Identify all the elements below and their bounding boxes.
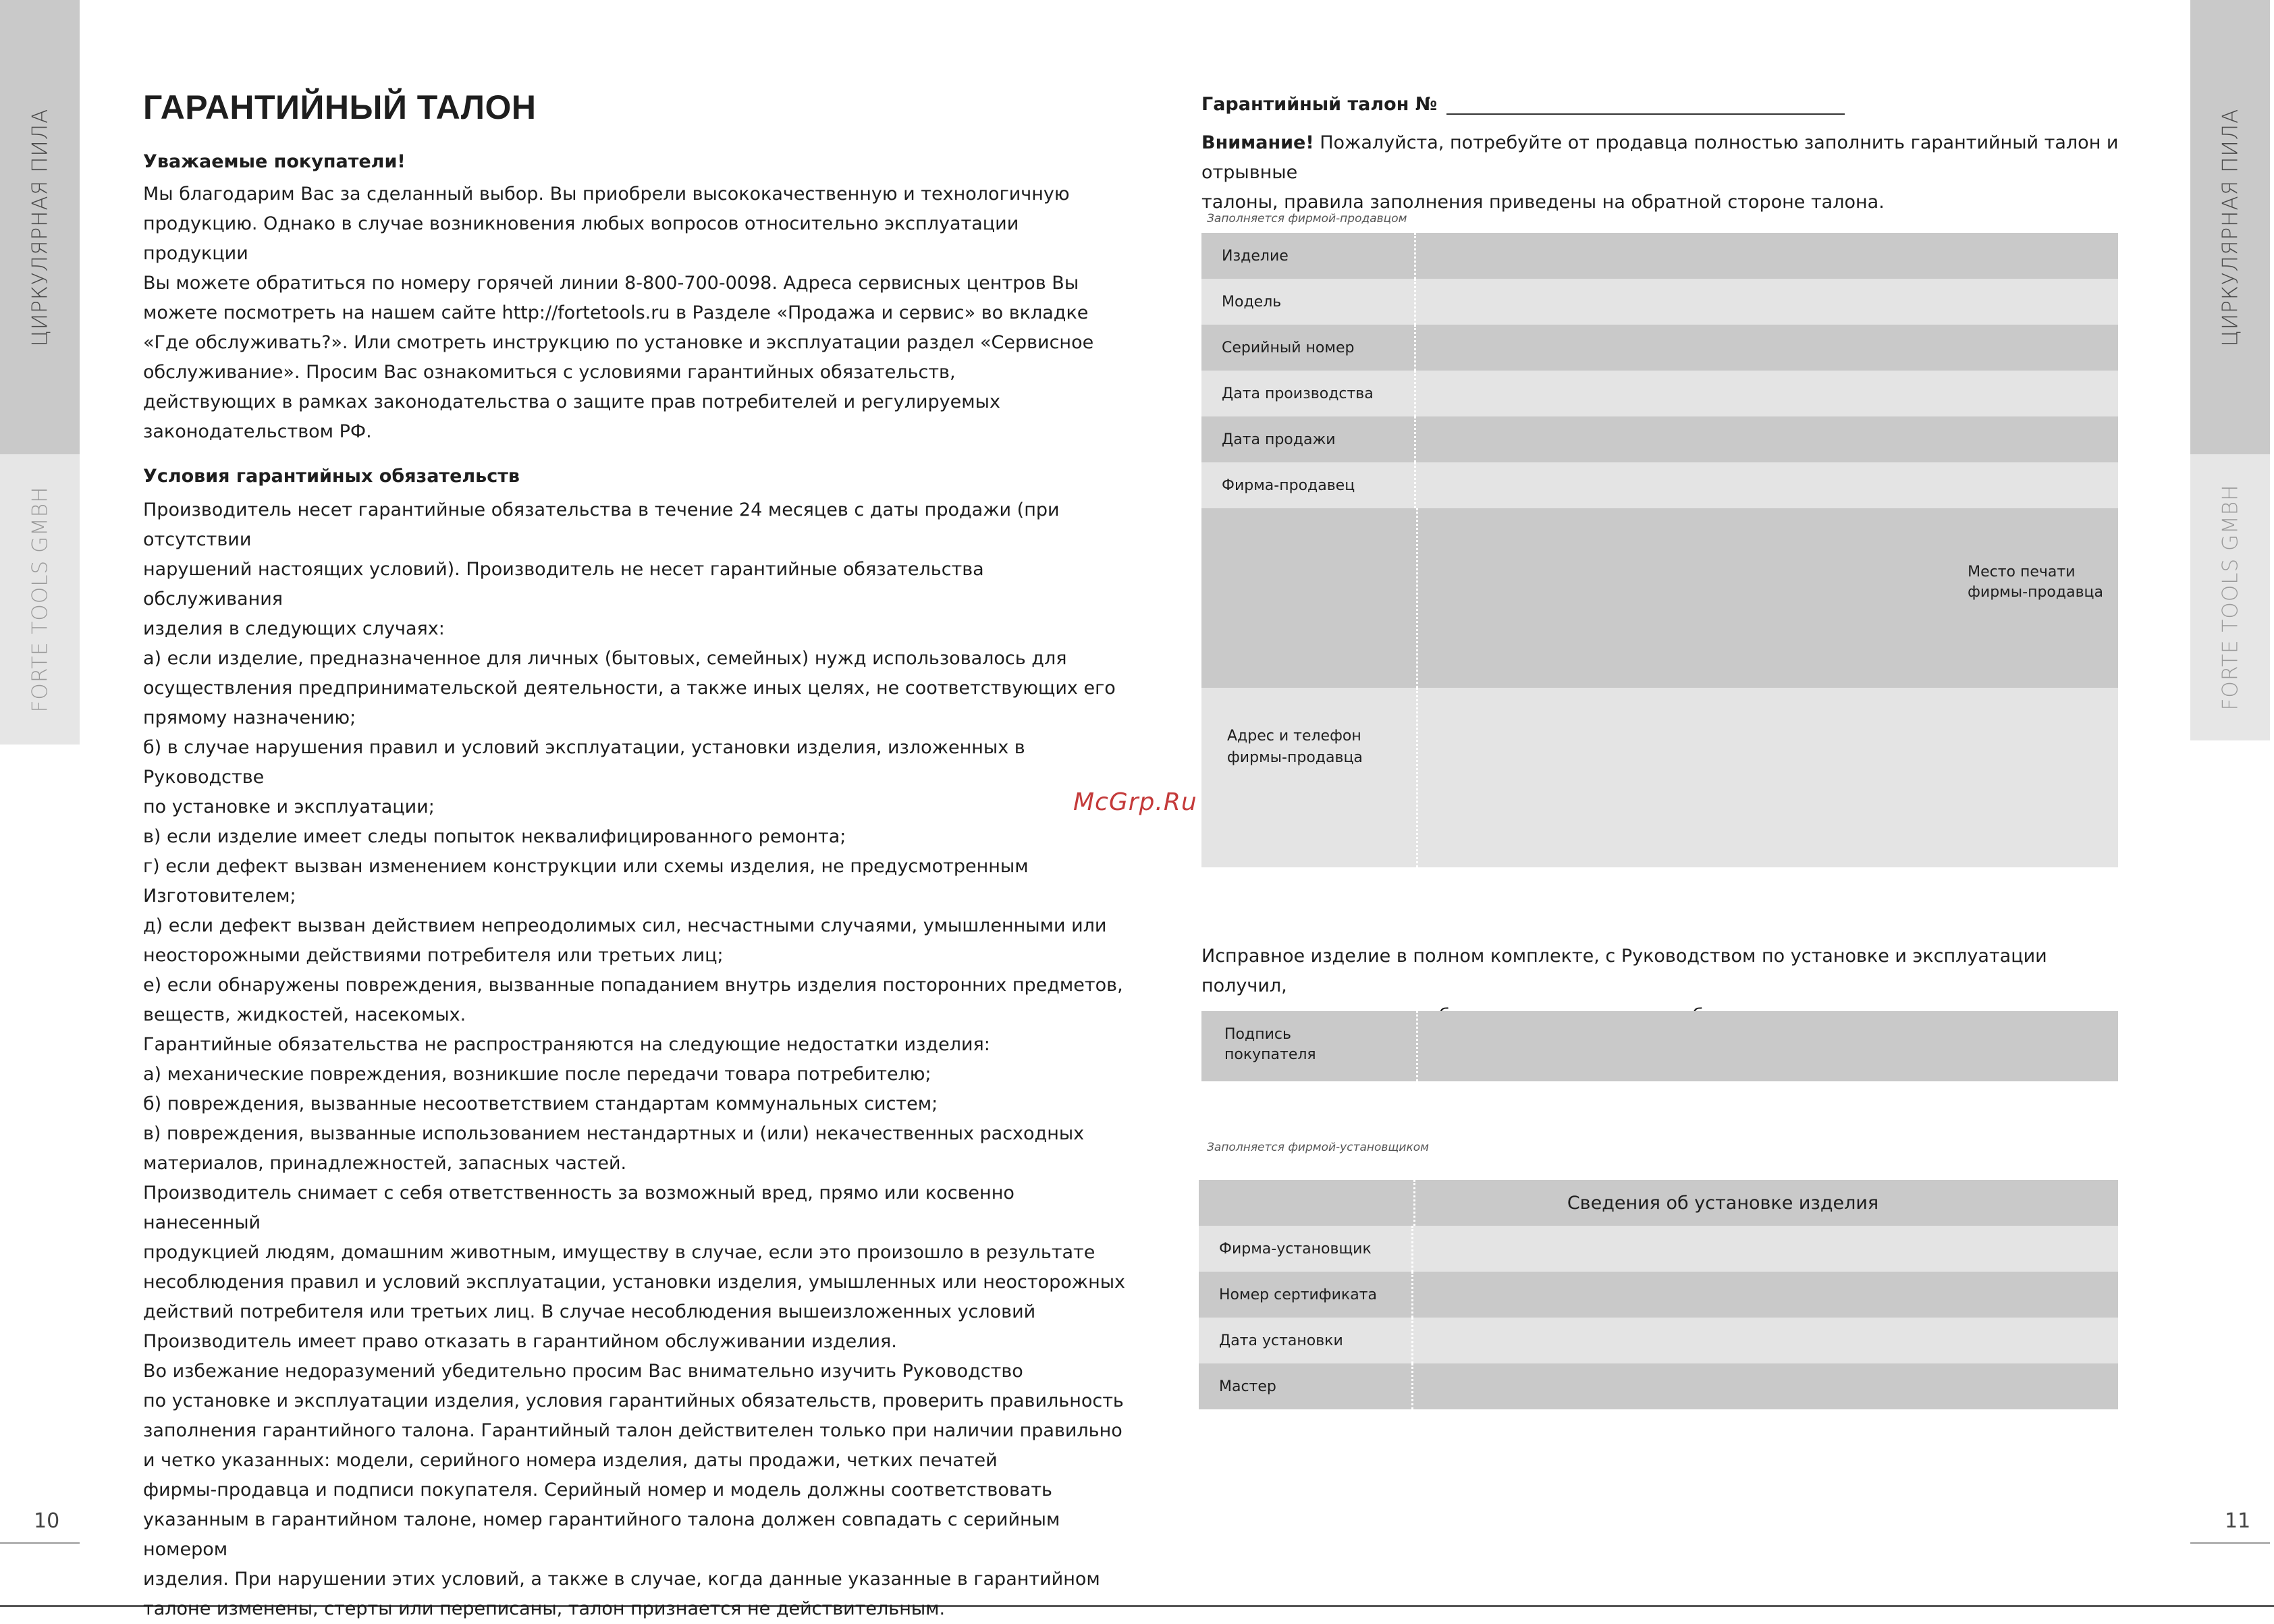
form-row-value-field[interactable] — [1413, 1226, 2118, 1272]
signature-field[interactable] — [1418, 1011, 2118, 1081]
stamp-value-field[interactable] — [1418, 508, 2118, 688]
form-row-label: Дата производства — [1201, 371, 1416, 416]
form-row-certificate[interactable] — [1199, 1272, 2118, 1318]
form-row-value-field[interactable] — [1416, 371, 2118, 416]
address-label-cell — [1201, 688, 1418, 867]
attention-bold: Внимание! — [1201, 132, 1314, 153]
stamp-label: Место печати фирмы-продавца — [1968, 564, 2103, 601]
form-row-serial[interactable] — [1201, 325, 2118, 371]
form-row-master[interactable] — [1199, 1363, 2118, 1409]
install-table-header — [1199, 1180, 2118, 1226]
seller-stamp-area[interactable] — [1201, 508, 2118, 688]
greeting-heading: Уважаемые покупатели! — [143, 151, 406, 172]
side-tab-brand-right — [2190, 454, 2270, 740]
form-row-label: Номер сертификата — [1199, 1272, 1413, 1318]
form-row-product[interactable] — [1201, 233, 2118, 279]
attention-note — [1201, 128, 2126, 217]
talon-number-field[interactable] — [1201, 88, 2126, 115]
stamp-label-cell — [1201, 508, 1418, 688]
page-divider-right — [2190, 1542, 2270, 1544]
installer-form-table — [1199, 1180, 2118, 1409]
intro-paragraph: Мы благодарим Вас за сделанный выбор. Вы приобрели высококачественную и технологичную продукцию. Однако в случае возникновения любых вопросов относительно эксплуатации продукции Вы можете обратиться по номеру горячей линии 8-800-700-0098. Адреса сервисных центров Вы можете посмотреть на нашем сайте http://fortetools.ru в Разделе «Продажа и сервис» во вкладке «Где обслуживать?». Или смотреть инструкцию по установке и эксплуатации раздел «Сервисное обслуживание». Просим Вас ознакомиться с условиями гарантийных обязательств, действующих в рамках законодательства о защите прав потребителей и регулируемых законодательством РФ. — [143, 184, 1094, 442]
warranty-terms-column — [143, 88, 1129, 1624]
form-row-value-field[interactable] — [1416, 325, 2118, 371]
form-row-label: Серийный номер — [1201, 325, 1416, 371]
talon-number-label: Гарантийный талон № — [1201, 94, 1438, 115]
form-row-value-field[interactable] — [1416, 462, 2118, 508]
buyer-signature-row[interactable] — [1201, 1011, 2118, 1081]
install-title: Сведения об установке изделия — [1567, 1192, 1879, 1214]
conditions-paragraph: Производитель несет гарантийные обязательства в течение 24 месяцев с даты продажи (при отсутствии нарушений настоящих условий). Производитель не несет гарантийные обязательства обслуживания изделия в следующих случаях: а) если изделие, предназначенное для личных (бытовых, семейных) нужд использовалось для осуществления предпринимательской деятельности, а также иных целях, не соответствующих его прямому назначению; б) в случае нарушения правил и условий эксплуатации, установки изделия, изложенных в Руководстве по установке и эксплуатации; в) если изделие имеет следы попыток неквалифицированного ремонта; г) если дефект вызван изменением конструкции или схемы изделия, не предусмотренным Изготовителем; д) если дефект вызван действием непреодолимых сил, несчастными случаями, умышленными или неосторожными действиями потребителя или третьих лиц; е) если обнаружены повреждения, вызванные попаданием внутрь изделия посторонних предметов, веществ, жидкостей, насекомых. Гарантийные обязательства не распространяются на следующие недостатки изделия: а) механические повреждения, возникшие после передачи товара потребителю; б) повреждения, вызванные несоответствием стандартам коммунальных систем; в) повреждения, вызванные использованием нестандартных и (или) некачественных расходных материалов, принадлежностей, запасных частей. Производитель снимает с себя ответственность за возможный вред, прямо или косвенно нанесенный продукцией людям, домашним животным, имуществу в случае, если это произошло в результате несоблюдения правил и условий эксплуатации, установки изделия, умышленных или неосторожных действий потребителя или третьих лиц. В случае несоблюдения вышеизложенных условий Производитель имеет право отказать в гарантийном обслуживании изделия. Во избежание недоразумений убедительно просим Вас внимательно изучить Руководство по установке и эксплуатации изделия, условия гарантийных обязательств, проверить правильность заполнения гарантийного талона. Гарантийный талон действителен только при наличии правильно и четко указанных: модели, серийного номера изделия, даты продажи, четких печатей фирмы-продавца и подписи покупателя. Серийный номер и модель должны соответствовать указанным в гарантийном талоне, номер гарантийного талона должен совпадать с серийным номером изделия. При нарушении этих условий, а также в случае, когда данные указанные в гарантийном талоне изменены, стерты или переписаны, талон признается не действительным. — [143, 499, 1126, 1619]
side-tab-product-text: ЦИРКУЛЯРНАЯ ПИЛА — [28, 108, 53, 346]
side-tab-product-text: ЦИРКУЛЯРНАЯ ПИЛА — [2218, 108, 2243, 346]
received-statement: Исправное изделие в полном комплекте, с Руководством по установке и эксплуатации получил, — [1201, 946, 2047, 996]
side-tab-brand-text: FORTE TOOLS GMBH — [28, 486, 52, 713]
form-row-installer-firm[interactable] — [1199, 1226, 2118, 1272]
form-row-label: Мастер — [1199, 1363, 1413, 1409]
seller-caption: Заполняется фирмой-продавцом — [1207, 212, 1407, 225]
form-row-value-field[interactable] — [1416, 279, 2118, 325]
attention-text: Пожалуйста, потребуйте от продавца полностью заполнить гарантийный талон и отрывные талоны, правила заполнения приведены на обратной стороне талона. — [1201, 132, 2119, 213]
side-tab-brand-text: FORTE TOOLS GMBH — [2218, 484, 2242, 711]
form-row-production-date[interactable] — [1201, 371, 2118, 416]
conditions-heading: Условия гарантийных обязательств — [143, 466, 520, 487]
address-label: Адрес и телефон фирмы-продавца — [1227, 728, 1363, 766]
form-row-value-field[interactable] — [1416, 416, 2118, 462]
page-number-right: 11 — [2225, 1509, 2251, 1533]
talon-number-line[interactable] — [1446, 93, 1845, 115]
signature-label: Подпись покупателя — [1224, 1026, 1316, 1063]
side-tab-product-right — [2190, 0, 2270, 454]
form-row-model[interactable] — [1201, 279, 2118, 325]
form-row-seller[interactable] — [1201, 462, 2118, 508]
side-tab-product-left — [0, 0, 80, 454]
watermark-text: McGrp.Ru — [1073, 788, 1197, 816]
signature-label-cell — [1201, 1011, 1418, 1081]
page-divider-left — [0, 1542, 80, 1544]
form-row-label: Модель — [1201, 279, 1416, 325]
form-row-label: Дата продажи — [1201, 416, 1416, 462]
side-tab-brand-left — [0, 454, 80, 745]
form-row-value-field[interactable] — [1413, 1272, 2118, 1318]
installer-caption: Заполняется фирмой-установщиком — [1207, 1141, 1429, 1154]
form-row-label: Фирма-продавец — [1201, 462, 1416, 508]
seller-address-area[interactable] — [1201, 688, 2118, 867]
page-number-left: 10 — [34, 1509, 60, 1533]
warranty-card-header — [1201, 88, 2126, 217]
form-row-value-field[interactable] — [1413, 1363, 2118, 1409]
seller-form-table — [1201, 233, 2118, 867]
form-row-value-field[interactable] — [1416, 233, 2118, 279]
address-value-field[interactable] — [1418, 688, 2118, 867]
install-header-spacer — [1199, 1180, 1415, 1226]
form-row-install-date[interactable] — [1199, 1318, 2118, 1363]
form-row-label: Изделие — [1201, 233, 1416, 279]
page-title: ГАРАНТИЙНЫЙ ТАЛОН — [143, 88, 537, 126]
form-row-label: Фирма-установщик — [1199, 1226, 1413, 1272]
form-row-value-field[interactable] — [1413, 1318, 2118, 1363]
form-row-sale-date[interactable] — [1201, 416, 2118, 462]
form-row-label: Дата установки — [1199, 1318, 1413, 1363]
